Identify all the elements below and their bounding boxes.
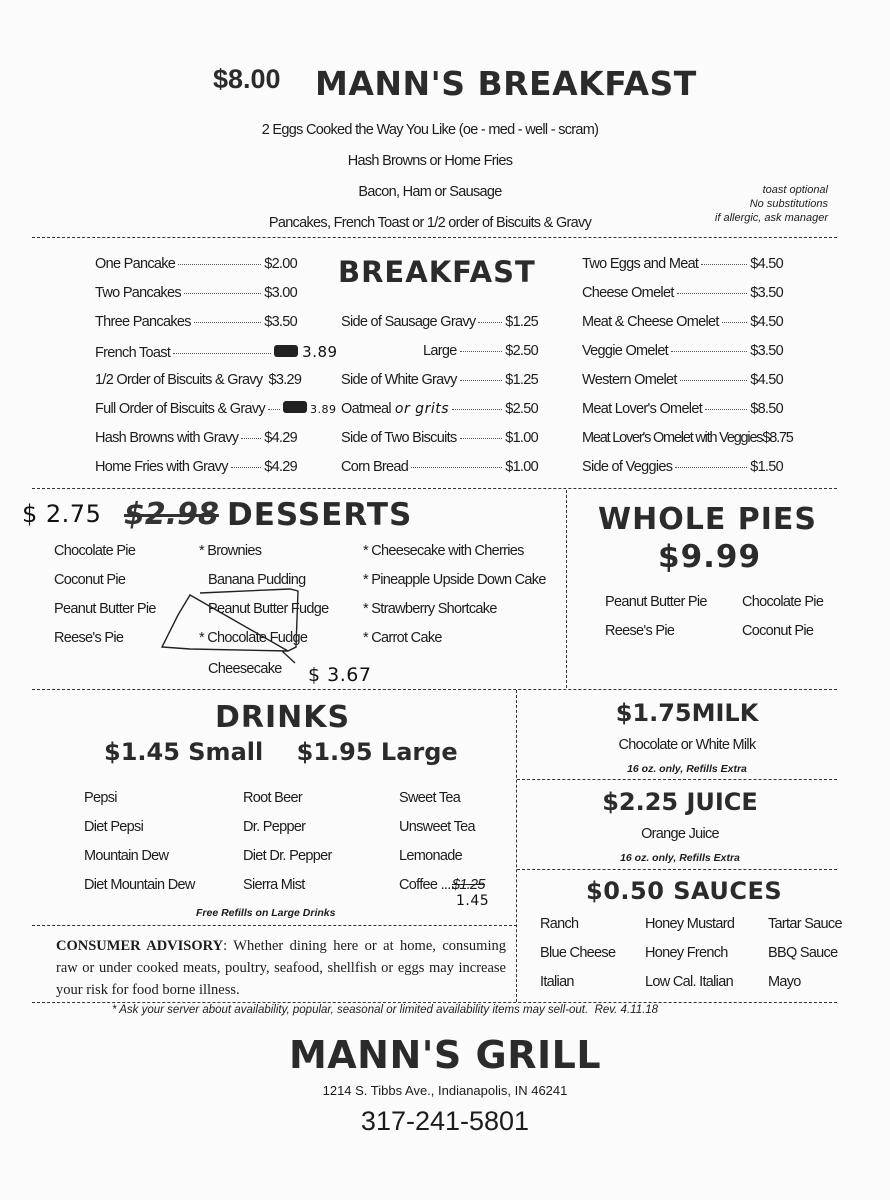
- sauce-item: Blue Cheese: [540, 945, 616, 961]
- dessert-item: * Chocolate Fudge: [199, 630, 308, 646]
- dessert-item: * Pineapple Upside Down Cake: [363, 572, 546, 588]
- menu-item: Home Fries with Gravy $4.29: [95, 459, 297, 475]
- menu-item: Full Order of Biscuits & Gravy 3.89: [95, 401, 337, 417]
- juice-note: 16 oz. only, Refills Extra: [620, 852, 740, 864]
- breakfast-special-price: $8.00: [213, 64, 281, 94]
- advisory-label: CONSUMER ADVISORY: [56, 938, 224, 954]
- note-allergic: if allergic, ask manager: [714, 212, 828, 224]
- divider: [566, 490, 567, 688]
- consumer-advisory: [56, 935, 506, 1001]
- handwritten-note: or grits: [394, 401, 449, 417]
- fudge-handwritten-price: $ 3.67: [308, 664, 372, 686]
- drinks-footnote: Free Refills on Large Drinks: [196, 907, 336, 919]
- special-line: Hash Browns or Home Fries: [347, 153, 513, 169]
- milk-desc: Chocolate or White Milk: [618, 737, 756, 753]
- menu-item: Large $2.50: [423, 343, 538, 359]
- dessert-item: Banana Pudding: [208, 572, 306, 588]
- dessert-item: Reese's Pie: [54, 630, 124, 646]
- scribbled-price: [274, 345, 298, 357]
- divider: [517, 779, 837, 780]
- desserts-crossed-price: $2.98: [124, 497, 219, 532]
- juice-desc: Orange Juice: [641, 826, 719, 842]
- menu-item: Western Omelet $4.50: [582, 372, 783, 388]
- drink-item: Sierra Mist: [243, 877, 305, 893]
- menu-item: One Pancake $2.00: [95, 256, 297, 272]
- special-notes: [680, 183, 828, 225]
- menu-item: Corn Bread $1.00: [341, 459, 538, 475]
- menu-item: Side of Veggies $1.50: [582, 459, 783, 475]
- menu-item: Oatmeal or grits $2.50: [341, 401, 538, 417]
- menu-item: Hash Browns with Gravy $4.29: [95, 430, 297, 446]
- drink-item: Diet Pepsi: [84, 819, 144, 835]
- drink-item: Dr. Pepper: [243, 819, 306, 835]
- menu-item: Meat & Cheese Omelet $4.50: [582, 314, 783, 330]
- pie-item: Peanut Butter Pie: [605, 594, 707, 610]
- divider: [32, 1002, 837, 1003]
- pie-item: Coconut Pie: [742, 623, 814, 639]
- divider: [32, 237, 837, 238]
- menu-item: Veggie Omelet $3.50: [582, 343, 783, 359]
- breakfast-special-title: MANN'S BREAKFAST: [315, 64, 697, 103]
- sauces-title: $0.50 SAUCES: [586, 877, 783, 905]
- dessert-item: Peanut Butter Fudge: [208, 601, 329, 617]
- drink-item: Coffee .....: [399, 877, 458, 893]
- sauce-item: Ranch: [540, 916, 579, 932]
- menu-item: Cheese Omelet $3.50: [582, 285, 783, 301]
- drink-item: Lemonade: [399, 848, 462, 864]
- menu-item: Meat Lover's Omelet with Veggies $8.75: [582, 430, 793, 446]
- scribbled-price: [283, 401, 307, 413]
- milk-title: $1.75MILK: [615, 699, 759, 727]
- dessert-item: Chocolate Pie: [54, 543, 136, 559]
- coffee-crossed-price: $1.25: [452, 877, 485, 893]
- pie-item: Chocolate Pie: [742, 594, 824, 610]
- menu-item: Side of Sausage Gravy $1.25: [341, 314, 538, 330]
- menu-item: Two Eggs and Meat $4.50: [582, 256, 783, 272]
- divider: [32, 488, 837, 489]
- special-line: 2 Eggs Cooked the Way You Like (oe - med - well - scram): [261, 122, 599, 138]
- drinks-title: DRINKS: [215, 700, 351, 735]
- handwritten-price: 3.89: [309, 403, 337, 416]
- sauce-item: Honey French: [645, 945, 728, 961]
- drinks-prices: $1.45 Small $1.95 Large: [104, 738, 458, 766]
- restaurant-address: 1214 S. Tibbs Ave., Indianapolis, IN 46241: [322, 1083, 568, 1098]
- menu-item: Side of Two Biscuits $1.00: [341, 430, 538, 446]
- restaurant-name: MANN'S GRILL: [288, 1033, 602, 1077]
- divider: [32, 925, 517, 926]
- juice-title: $2.25 JUICE: [602, 788, 758, 816]
- dessert-item: * Strawberry Shortcake: [363, 601, 497, 617]
- sauce-item: Honey Mustard: [645, 916, 735, 932]
- menu-item: Side of White Gravy $1.25: [341, 372, 538, 388]
- desserts-handwritten-price: $ 2.75: [22, 500, 102, 528]
- menu-item: French Toast 3.89: [95, 343, 338, 361]
- sauce-item: Tartar Sauce: [768, 916, 842, 932]
- dessert-item: * Cheesecake with Cherries: [363, 543, 524, 559]
- note-substitutions: No substitutions: [749, 198, 828, 210]
- menu-item: Two Pancakes $3.00: [95, 285, 297, 301]
- drink-item: Unsweet Tea: [399, 819, 475, 835]
- restaurant-phone: 317-241-5801: [360, 1106, 530, 1136]
- dessert-item: Coconut Pie: [54, 572, 126, 588]
- coffee-handwritten-price: 1.45: [456, 893, 490, 909]
- divider: [517, 869, 837, 870]
- whole-pies-title: WHOLE PIES: [598, 502, 818, 537]
- dessert-item: * Carrot Cake: [363, 630, 442, 646]
- dessert-item: Cheesecake: [208, 661, 282, 677]
- breakfast-title: BREAKFAST: [338, 255, 536, 289]
- special-line: Pancakes, French Toast or 1/2 order of Biscuits & Gravy: [268, 215, 592, 231]
- menu-item: 1/2 Order of Biscuits & Gravy $3.29: [95, 372, 302, 388]
- menu-item: Three Pancakes $3.50: [95, 314, 297, 330]
- availability-note: * Ask your server about availability, popular, seasonal or limited availability items may sell-out. Rev. 4.11.18: [112, 1004, 659, 1016]
- drink-item: Diet Dr. Pepper: [243, 848, 332, 864]
- sauce-item: Mayo: [768, 974, 801, 990]
- special-line: Bacon, Ham or Sausage: [358, 184, 502, 200]
- drink-item: Diet Mountain Dew: [84, 877, 195, 893]
- dessert-item: * Brownies: [199, 543, 262, 559]
- drink-item: Root Beer: [243, 790, 302, 806]
- drink-item: Mountain Dew: [84, 848, 169, 864]
- drink-item: Pepsi: [84, 790, 117, 806]
- whole-pies-price: $9.99: [658, 539, 762, 575]
- drink-item: Sweet Tea: [399, 790, 461, 806]
- sauce-item: Low Cal. Italian: [645, 974, 733, 990]
- sauce-item: BBQ Sauce: [768, 945, 838, 961]
- sauce-item: Italian: [540, 974, 574, 990]
- breakfast-special-lines: [150, 115, 710, 239]
- desserts-title: DESSERTS: [227, 497, 413, 533]
- divider: [32, 689, 837, 690]
- pie-item: Reese's Pie: [605, 623, 675, 639]
- menu-item: Meat Lover's Omelet $8.50: [582, 401, 783, 417]
- dessert-item: Peanut Butter Pie: [54, 601, 156, 617]
- advisory-text: : Whether dining here or at home, consuming raw or under cooked meats, poultry, seafood, shellfish or eggs may increase your risk for food borne illness.: [56, 938, 506, 998]
- milk-note: 16 oz. only, Refills Extra: [627, 763, 747, 775]
- handdrawn-box: [160, 585, 330, 675]
- note-toast: toast optional: [762, 184, 828, 196]
- handwritten-price: 3.89: [302, 343, 338, 361]
